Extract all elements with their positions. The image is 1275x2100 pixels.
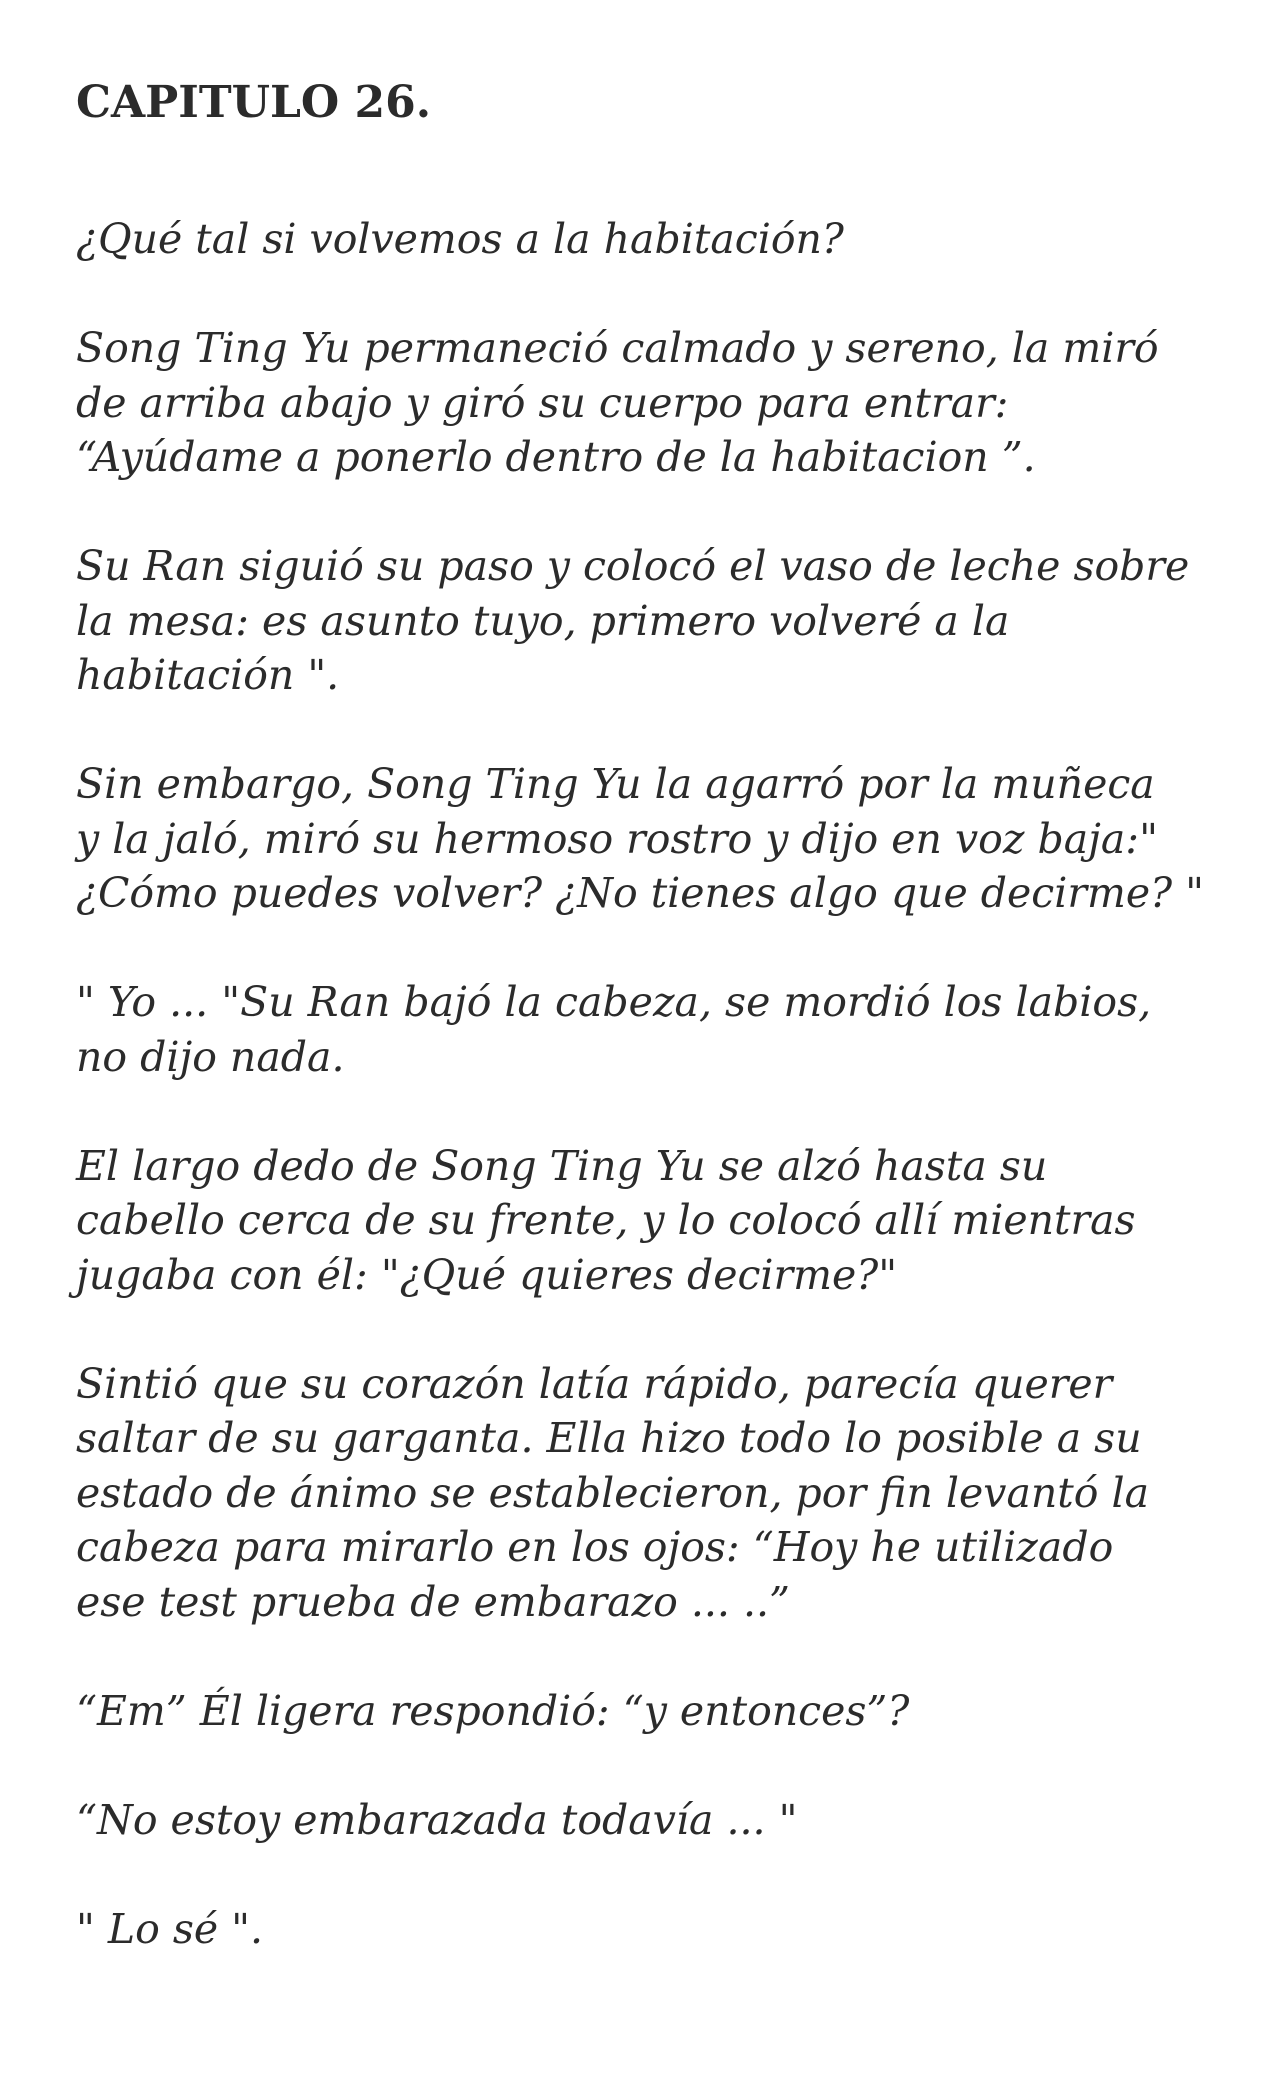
chapter-body	[76, 212, 1236, 1956]
paragraph: ¿Qué tal si volvemos a la habitación?	[76, 215, 844, 263]
chapter-title: CAPITULO 26.	[76, 77, 432, 128]
paragraph: Sintió que su corazón latía rápido, parecía querer saltar de su garganta. Ella hizo todo lo posible a su estado de ánimo se establecieron, por fin levantó la cabeza para mirarlo en los ojos: “Hoy he utilizado ese test prueba de embarazo ... ..”	[76, 1359, 1150, 1626]
paragraph: " Lo sé ".	[76, 1904, 264, 1953]
paragraph: Sin embargo, Song Ting Yu la agarró por la muñeca y la jaló, miró su hermoso rostro y dijo en voz baja:" ¿Cómo puedes volver? ¿No tienes algo que decirme? "	[76, 760, 1204, 917]
paragraph: “No estoy embarazada todavía ... "	[76, 1795, 798, 1844]
paragraph: " Yo ... "Su Ran bajó la cabeza, se mordió los labios, no dijo nada.	[76, 978, 1152, 1081]
paragraph: Song Ting Yu permaneció calmado y sereno, la miró de arriba abajo y giró su cuerpo para entrar: “Ayúdame a ponerlo dentro de la habitacion ”.	[76, 324, 1159, 481]
paragraph: Su Ran siguió su paso y colocó el vaso de leche sobre la mesa: es asunto tuyo, primero volveré a la habitación ".	[76, 542, 1190, 699]
paragraph: “Em” Él ligera respondió: “y entonces”?	[76, 1686, 910, 1735]
paragraph: El largo dedo de Song Ting Yu se alzó hasta su cabello cerca de su frente, y lo colocó allí mientras jugaba con él: "¿Qué quieres decirme?"	[76, 1141, 1136, 1299]
